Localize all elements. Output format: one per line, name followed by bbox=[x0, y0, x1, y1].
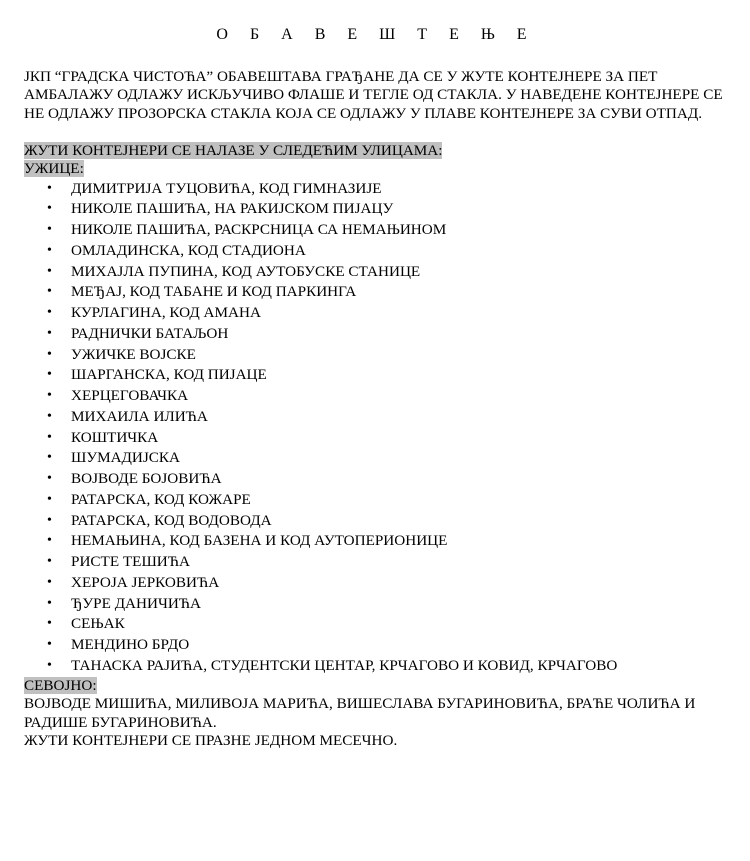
bullet-icon: • bbox=[47, 637, 52, 653]
street-name: РАТАРСКА, КОД ВОДОВОДА bbox=[71, 511, 272, 529]
street-name: КОШТИЧКА bbox=[71, 428, 159, 446]
list-item bbox=[24, 365, 724, 386]
list-item bbox=[24, 656, 724, 677]
list-item bbox=[24, 552, 724, 573]
bullet-icon: • bbox=[47, 554, 52, 570]
street-name: ВОЈВОДЕ БОЈОВИЋА bbox=[71, 470, 222, 488]
list-item bbox=[24, 594, 724, 615]
bullet-icon: • bbox=[47, 346, 52, 362]
list-item bbox=[24, 490, 724, 511]
bullet-icon: • bbox=[47, 408, 52, 424]
list-item bbox=[24, 635, 724, 656]
list-item bbox=[24, 511, 724, 532]
street-name: РАДНИЧКИ БАТАЉОН bbox=[71, 324, 229, 342]
street-name: ДИМИТРИЈА ТУЦОВИЋА, КОД ГИМНАЗИЈЕ bbox=[71, 179, 382, 197]
bullet-icon: • bbox=[47, 325, 52, 341]
bullet-icon: • bbox=[47, 657, 52, 673]
bullet-icon: • bbox=[47, 429, 52, 445]
street-name: НИКОЛЕ ПАШИЋА, НА РАКИЈСКОМ ПИЈАЦУ bbox=[71, 200, 394, 218]
uzice-label: УЖИЦЕ: bbox=[24, 160, 84, 178]
bullet-icon: • bbox=[47, 471, 52, 487]
list-item bbox=[24, 179, 724, 200]
bullet-icon: • bbox=[47, 616, 52, 632]
list-item bbox=[24, 199, 724, 220]
sevojno-streets: ВОЈВОДЕ МИШИЋА, МИЛИВОЈА МАРИЋА, ВИШЕСЛАВА БУГАРИНОВИЋА, БРАЋЕ ЧОЛИЋА И РАДИШЕ БУГАРИНОВИЋА. bbox=[24, 695, 696, 731]
bullet-icon: • bbox=[47, 305, 52, 321]
section-heading-line bbox=[24, 142, 724, 160]
bullet-icon: • bbox=[47, 263, 52, 279]
uzice-label-line bbox=[24, 160, 724, 178]
bullet-icon: • bbox=[47, 284, 52, 300]
list-item bbox=[24, 469, 724, 490]
list-item bbox=[24, 345, 724, 366]
bullet-icon: • bbox=[47, 367, 52, 383]
list-item bbox=[24, 241, 724, 262]
bullet-icon: • bbox=[47, 201, 52, 217]
street-name: МЕНДИНО БРДО bbox=[71, 636, 190, 654]
bullet-icon: • bbox=[47, 512, 52, 528]
list-item bbox=[24, 448, 724, 469]
uzice-street-list bbox=[24, 179, 724, 677]
bullet-icon: • bbox=[47, 533, 52, 549]
bullet-icon: • bbox=[47, 180, 52, 196]
list-item bbox=[24, 386, 724, 407]
street-name: МИХАИЛА ИЛИЋА bbox=[71, 407, 208, 425]
list-item bbox=[24, 262, 724, 283]
street-name: ШУМАДИЈСКА bbox=[71, 449, 181, 467]
street-name: ОМЛАДИНСКА, КОД СТАДИОНА bbox=[71, 241, 306, 259]
list-item bbox=[24, 428, 724, 449]
street-name: ХЕРОЈА ЈЕРКОВИЋА bbox=[71, 573, 220, 591]
bullet-icon: • bbox=[47, 491, 52, 507]
street-name: ЂУРЕ ДАНИЧИЋА bbox=[71, 594, 202, 612]
street-name: МЕЂАЈ, КОД ТАБАНЕ И КОД ПАРКИНГА bbox=[71, 283, 357, 301]
list-item bbox=[24, 531, 724, 552]
street-name: ШАРГАНСКА, КОД ПИЈАЦЕ bbox=[71, 366, 267, 384]
street-name: ТАНАСКА РАЈИЋА, СТУДЕНТСКИ ЦЕНТАР, КРЧАГОВО И КОВИД, КРЧАГОВО bbox=[71, 656, 618, 674]
list-item bbox=[24, 303, 724, 324]
bullet-icon: • bbox=[47, 388, 52, 404]
notice-title: О Б А В Е Ш Т Е Њ Е bbox=[216, 26, 536, 43]
intro-paragraph: ЈКП “ГРАДСКА ЧИСТОЋА” ОБАВЕШТАВА ГРАЂАНЕ ДА СЕ У ЖУТЕ КОНТЕЈНЕРЕ ЗА ПЕТ АМБАЛАЖУ ОДЛАЖУ ИСКЉУЧИВО ФЛАШЕ И ТЕГЛЕ ОД СТАКЛА. У НАВЕДЕНЕ КОНТЕЈНЕРЕ СЕ НЕ ОДЛАЖУ ПРОЗОРСКА СТАКЛА КОЈА СЕ ОДЛАЖУ У ПЛАВЕ КОНТЕЈНЕРЕ ЗА СУВИ ОТПАД. bbox=[24, 68, 723, 122]
sevojno-label-line bbox=[24, 677, 724, 695]
street-name: КУРЛАГИНА, КОД АМАНА bbox=[71, 304, 261, 322]
list-item bbox=[24, 614, 724, 635]
street-name: НЕМАЊИНА, КОД БАЗЕНА И КОД АУТОПЕРИОНИЦЕ bbox=[71, 532, 448, 550]
street-name: МИХАЈЛА ПУПИНА, КОД АУТОБУСКЕ СТАНИЦЕ bbox=[71, 262, 421, 280]
bullet-icon: • bbox=[47, 222, 52, 238]
street-name: РАТАРСКА, КОД КОЖАРЕ bbox=[71, 490, 251, 508]
list-item bbox=[24, 282, 724, 303]
sevojno-label: СЕВОЈНО: bbox=[24, 676, 97, 694]
street-name: РИСТЕ ТЕШИЋА bbox=[71, 553, 190, 571]
section-heading: ЖУТИ КОНТЕЈНЕРИ СЕ НАЛАЗЕ У СЛЕДЕЋИМ УЛИЦАМА: bbox=[24, 141, 443, 159]
street-name: ХЕРЦЕГОВАЧКА bbox=[71, 387, 189, 405]
footer-note: ЖУТИ КОНТЕЈНЕРИ СЕ ПРАЗНЕ ЈЕДНОМ МЕСЕЧНО. bbox=[24, 732, 398, 750]
street-name: НИКОЛЕ ПАШИЋА, РАСКРСНИЦА СА НЕМАЊИНОМ bbox=[71, 221, 447, 239]
list-item bbox=[24, 573, 724, 594]
bullet-icon: • bbox=[47, 595, 52, 611]
street-name: УЖИЧКЕ ВОЈСКЕ bbox=[71, 345, 196, 363]
bullet-icon: • bbox=[47, 450, 52, 466]
bullet-icon: • bbox=[47, 574, 52, 590]
list-item bbox=[24, 324, 724, 345]
list-item bbox=[24, 220, 724, 241]
paragraph-spacer bbox=[24, 123, 724, 142]
document-page bbox=[24, 24, 724, 751]
street-name: СЕЊАК bbox=[71, 615, 125, 633]
list-item bbox=[24, 407, 724, 428]
bullet-icon: • bbox=[47, 242, 52, 258]
